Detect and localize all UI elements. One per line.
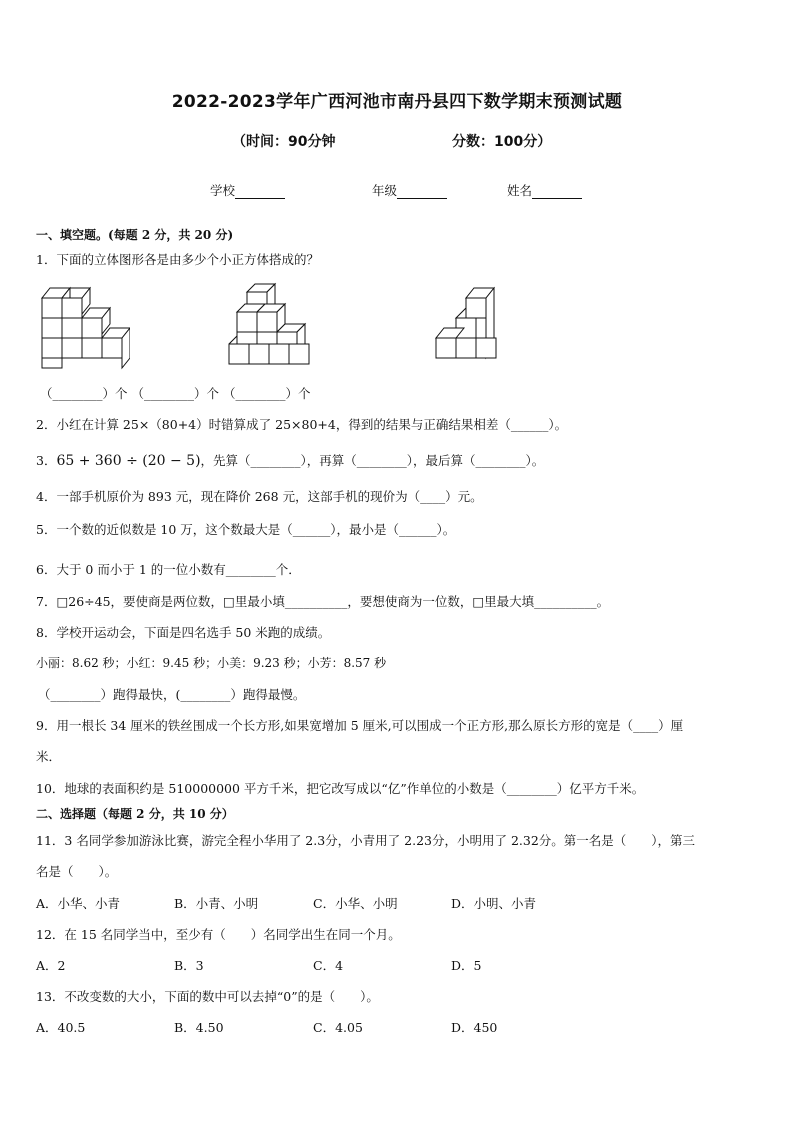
section2-heading: 二、选择题（每题 2 分，共 10 分） [36, 807, 234, 821]
question-12-option-b[interactable]: B．3 [174, 958, 204, 973]
question-8: 8．学校开运动会，下面是四名选手 50 米跑的成绩。 [36, 625, 331, 640]
question-2: 2．小红在计算 25×（80+4）时错算成了 25×80+4，得到的结果与正确结果相差（______）。 [36, 417, 568, 432]
school-field [210, 181, 285, 199]
name-field [507, 181, 582, 199]
question-11-option-a[interactable]: A．小华、小青 [36, 896, 121, 911]
question-11-option-d[interactable]: D．小明、小青 [451, 896, 537, 911]
cube-figure-3 [432, 286, 502, 370]
question-10: 10．地球的表面积约是 510000000 平方千米，把它改写成以“亿”作单位的小数是（________）亿平方千米。 [36, 781, 645, 796]
school-blank [235, 186, 285, 199]
exam-score: 分数：100分） [452, 134, 552, 150]
question-3-number: 3． [36, 453, 57, 468]
question-1: 1．下面的立体图形各是由多少个小正方体搭成的？ [36, 252, 319, 267]
question-12-option-a[interactable]: A．2 [36, 958, 66, 973]
question-3-rest: ，先算（________），再算（________），最后算（________）。 [200, 453, 545, 468]
question-11-option-c[interactable]: C．小华、小明 [313, 896, 398, 911]
grade-field [372, 181, 447, 199]
question-12-option-d[interactable]: D．5 [451, 958, 482, 973]
question-8-data: 小丽：8.62 秒；小红：9.45 秒；小美：9.23 秒；小芳：8.57 秒 [36, 656, 387, 670]
question-11-option-b[interactable]: B．小青、小明 [174, 896, 259, 911]
question-6: 6．大于 0 而小于 1 的一位小数有________个． [36, 562, 301, 577]
question-13: 13．不改变数的大小，下面的数中可以去掉“0”的是（ ）。 [36, 989, 379, 1004]
name-label: 姓名 [507, 183, 533, 198]
question-3 [36, 451, 544, 469]
grade-label: 年级 [372, 183, 398, 198]
grade-blank [397, 186, 447, 199]
question-1-answers: （________）个 （________）个 （________）个 [40, 386, 311, 401]
question-12: 12．在 15 名同学当中，至少有（ ）名同学出生在同一个月。 [36, 927, 401, 942]
question-3-expression: 65 + 360 ÷ (20 − 5) [56, 453, 201, 469]
cube-figure-2 [225, 282, 321, 370]
question-13-option-b[interactable]: B．4.50 [174, 1020, 224, 1035]
cube-figure-1 [38, 284, 130, 370]
question-11-line1: 11．3 名同学参加游泳比赛，游完全程小华用了 2.3分，小青用了 2.23分，小明用了 2.32分。第一名是（ ），第三 [36, 833, 696, 848]
school-label: 学校 [210, 183, 236, 198]
page-title: 2022-2023学年广西河池市南丹县四下数学期末预测试题 [171, 92, 623, 112]
name-blank [532, 186, 582, 199]
question-13-option-d[interactable]: D．450 [451, 1020, 498, 1035]
question-12-option-c[interactable]: C．4 [313, 958, 344, 973]
exam-time: （时间：90分钟 [232, 134, 336, 150]
section1-heading: 一、填空题。(每题 2 分，共 20 分) [36, 228, 234, 242]
question-4: 4．一部手机原价为 893 元，现在降价 268 元，这部手机的现价为（____）元。 [36, 489, 483, 504]
question-8-answers: （________）跑得最快，(________）跑得最慢。 [38, 687, 306, 702]
question-9-line1: 9．用一根长 34 厘米的铁丝围成一个长方形,如果宽增加 5 厘米,可以围成一个正方形,那么原长方形的宽是（____）厘 [36, 718, 684, 733]
question-9-line2: 米． [36, 749, 62, 764]
question-5: 5．一个数的近似数是 10 万，这个数最大是（______），最小是（______）。 [36, 522, 456, 537]
question-13-option-c[interactable]: C．4.05 [313, 1020, 363, 1035]
question-11-line2: 名是（ ）。 [36, 864, 118, 879]
question-7: 7．□26÷45，要使商是两位数，□里最小填__________，要想使商为一位数，□里最大填__________。 [36, 594, 610, 609]
question-13-option-a[interactable]: A．40.5 [36, 1020, 86, 1035]
